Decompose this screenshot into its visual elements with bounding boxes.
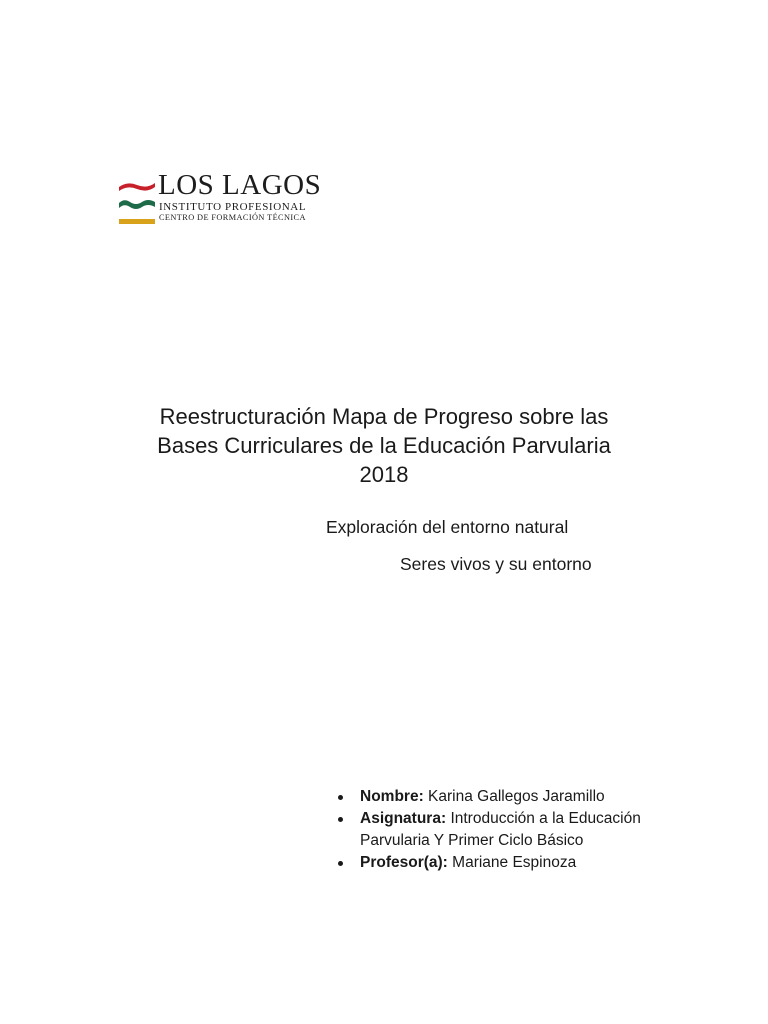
document-title (100, 402, 668, 489)
logo-name: LOS LAGOS (158, 169, 322, 201)
list-item (336, 808, 666, 852)
list-item (336, 786, 666, 808)
subtitle-nucleus: Exploración del entorno natural (326, 517, 569, 537)
student-info-list (336, 786, 666, 874)
bullet-icon (338, 817, 343, 822)
list-item (336, 852, 666, 874)
logo-mark-icon (118, 178, 156, 224)
bullet-icon (338, 861, 343, 866)
logo-subtitle-2: CENTRO DE FORMACIÓN TÉCNICA (159, 213, 306, 222)
institution-logo (118, 169, 322, 226)
logo-subtitle-1: INSTITUTO PROFESIONAL (159, 201, 307, 213)
info-value: Introducción a la Educación Parvularia Y Primer Ciclo Básico (360, 810, 641, 849)
title-line-2: Bases Curriculares de la Educación Parvularia (157, 433, 611, 458)
bullet-icon (338, 795, 343, 800)
info-label: Asignatura: (360, 810, 451, 827)
title-line-1: Reestructuración Mapa de Progreso sobre las (159, 404, 609, 429)
subtitle-axis: Seres vivos y su entorno (400, 554, 592, 574)
info-label: Profesor(a): (360, 854, 453, 871)
title-line-3: 2018 (359, 462, 409, 487)
info-label: Nombre: (360, 788, 429, 805)
info-value: Mariane Espinoza (452, 854, 577, 871)
info-value: Karina Gallegos Jaramillo (428, 788, 605, 805)
